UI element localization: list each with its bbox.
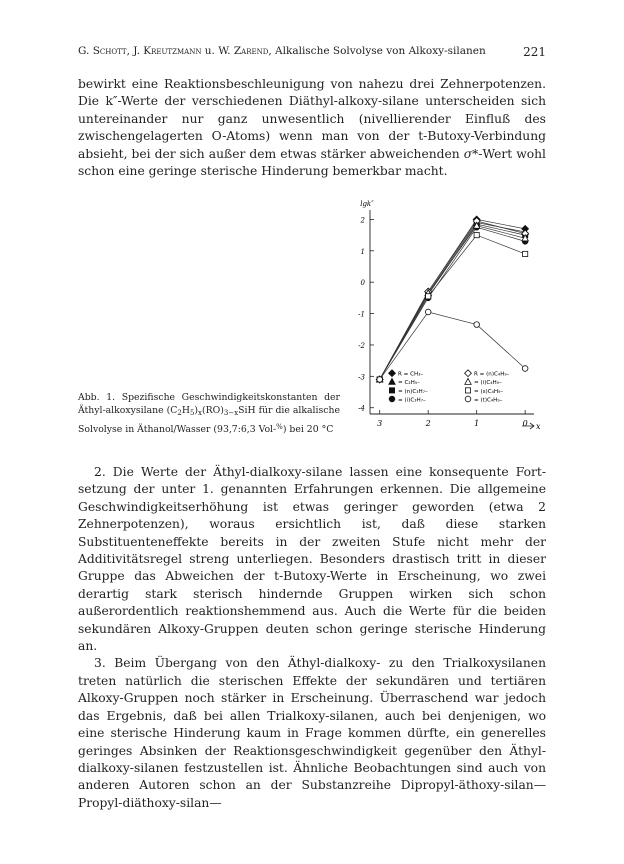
y-tick-label: -2 <box>358 341 365 350</box>
legend-label-1: R = CH₃– <box>398 371 424 378</box>
x-tick-label: 3 <box>377 419 383 428</box>
data-point-7 <box>474 233 479 238</box>
series-line-1 <box>380 219 525 379</box>
data-point-8 <box>522 366 528 372</box>
y-tick-label: -3 <box>358 373 365 382</box>
data-point-7 <box>523 251 528 256</box>
x-tick-label: 0 <box>522 419 528 428</box>
y-tick-label: -1 <box>358 310 365 319</box>
page-number: 221 <box>523 45 546 59</box>
legend-label-3: = (n)C₃H₇– <box>398 388 428 395</box>
paragraph-3: 3. Beim Übergang von den Äthyl-dialkoxy- zu den Trialkoxysilanen treten natürlich die sterischen Effekte der sekundären und tertiären Alkoxy-Gruppen noch stärker in Erscheinung. Überraschend war jedoch das Ergebnis, daß bei allen Trialkoxy-silanen, auch bei denjenigen, wo eine sterische Hinderung kaum in Frage kommen dürfte, ein generelles geringes Absinken der Reaktionsgeschwindigkeit gegenüber den Äthyl-dialkoxy-silanen festzustellen ist. Ähnliche Beobachtungen sind auch von anderen Autoren schon an der Substanzreihe Dipropyl-äthoxy-silan—Propyl-diäthoxy-silan— <box>78 656 546 810</box>
x-tick-label: 1 <box>474 419 480 428</box>
legend-marker-3 <box>389 388 394 393</box>
running-header <box>78 45 546 61</box>
legend-marker-4 <box>389 396 395 402</box>
rate-constant-chart <box>330 196 550 446</box>
legend-label-4: = (i)C₃H₇– <box>398 397 426 404</box>
legend-label-2: = C₂H₅– <box>398 380 420 387</box>
data-point-8 <box>377 377 383 383</box>
legend-marker-6 <box>465 378 471 384</box>
data-point-8 <box>425 309 431 315</box>
series-line-2 <box>380 223 525 380</box>
series-line-6 <box>380 226 525 380</box>
series-line-8 <box>380 312 525 379</box>
legend-marker-1 <box>389 370 396 377</box>
x-axis-label: x <box>536 422 541 431</box>
series-line-4 <box>380 227 525 379</box>
legend-label-5: R = (n)C₄H₉– <box>474 371 510 378</box>
y-tick-label: 2 <box>360 216 365 225</box>
body-text <box>78 464 546 812</box>
series-line-3 <box>380 224 525 379</box>
legend-marker-2 <box>389 378 395 384</box>
data-point-7 <box>426 294 431 299</box>
y-axis-label: lgk″ <box>360 200 374 208</box>
top-paragraph: bewirkt eine Reaktionsbeschleunigung von nahezu drei Zehnerpotenzen. Die k″-Werte der verschiedenen Diäthyl-alkoxy-silane unterscheiden sich untereinander nur ganz unwesentlich (nivellierender Einfluß des zwischengelagerten O-Atoms) wenn man von der t-Butoxy-Verbindung absieht, bei der sich außer dem etwas stärker abweichenden σ*-Wert wohl schon eine geringe sterische Hinderung bemerkbar macht. <box>78 77 546 179</box>
paragraph-2: 2. Die Werte der Äthyl-dialkoxy-silane lassen eine konsequente Fortsetzung der unter 1. genannten Erfahrungen erkennen. Die allgemeine Geschwindigkeitserhöhung ist etwas geringer geworden (etwa 2 Zehnerpotenzen), woraus ersichtlich ist, daß diese starken Substituenteneffekte bereits in der zweiten Stufe nicht mehr der Additivitätsregel streng unterliegen. Besonders drastisch tritt in dieser Gruppe das Abweichen der t-Butoxy-Werte in Erscheinung, wo zwei derartig stark sterisch hindernde Gruppen wirken sich schon außerordentlich reaktionshemmend aus. Auch die Werte für die beiden sekundären Alkoxy-Gruppen deuten schon geringe sterische Hinderung an. <box>78 465 546 654</box>
legend-label-6: = (i)C₄H₉– <box>474 380 502 387</box>
y-tick-label: 1 <box>360 247 365 256</box>
x-tick-label: 2 <box>425 419 431 428</box>
series-line-5 <box>380 221 525 379</box>
legend-label-8: = (t)C₄H₉– <box>474 397 503 404</box>
figure-caption: Abb. 1. Spezifische Geschwindigkeitskonstanten der Äthyl-alkoxysilane $(C_2H_5)_x(RO)_{3-x}SiH$ für die alkalische Solvolyse in Äthanol/Wasser (93,7:6,3 Vol-%) bei 20 °C <box>78 392 340 435</box>
header-title: G. Schott, J. Kreutzmann u. W. Zarend, Alkalische Solvolyse von Alkoxy-silanen <box>78 45 486 57</box>
y-tick-label: -4 <box>358 404 365 413</box>
legend-marker-8 <box>465 396 471 402</box>
y-tick-label: 0 <box>360 279 365 288</box>
legend-marker-7 <box>465 388 470 393</box>
legend-label-7: = (s)C₄H₉– <box>474 388 504 395</box>
data-point-8 <box>474 322 480 328</box>
legend-marker-5 <box>465 370 472 377</box>
